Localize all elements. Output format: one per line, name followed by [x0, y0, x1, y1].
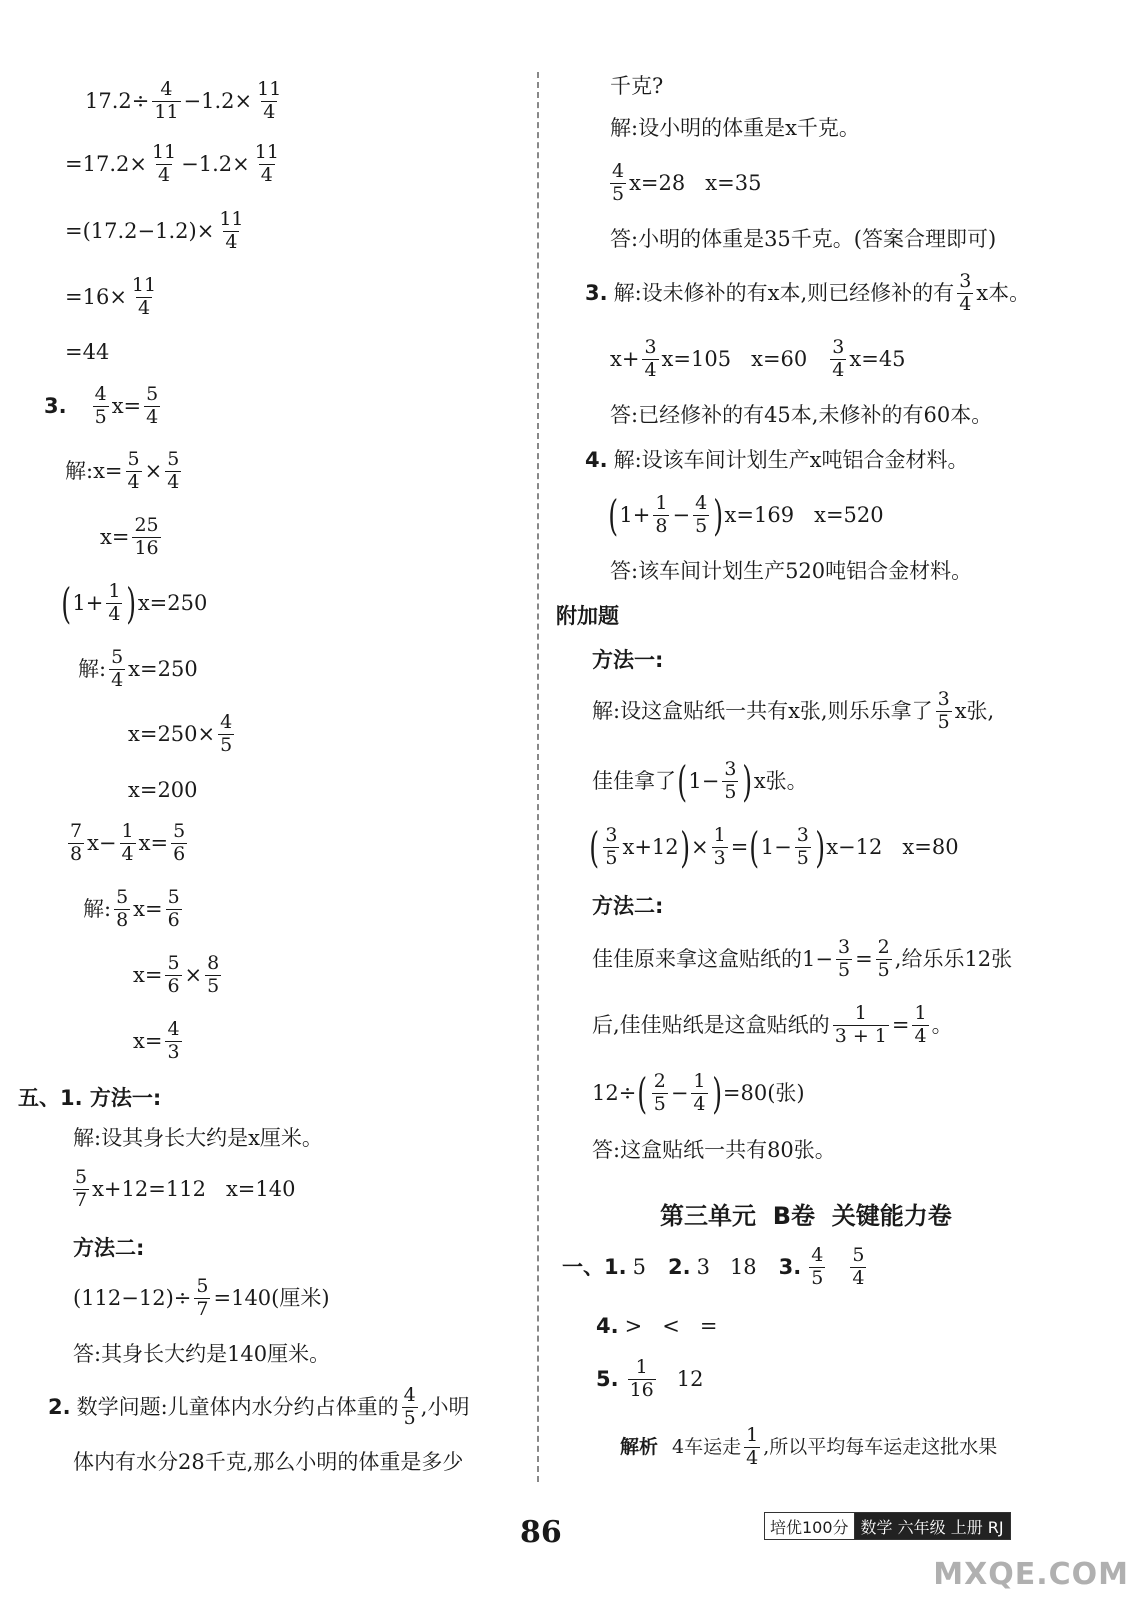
- q3-solve-5: x=200: [128, 778, 198, 802]
- question-3-right: 3. 解:设未修补的有x本,则已经修补的有 $\frac{3}{4}$ x本。: [585, 270, 1031, 315]
- question-3-equation: 3. $\frac{4}{5}$ x= $\frac{5}{4}$: [44, 383, 159, 428]
- column-divider: [537, 72, 539, 1482]
- r-line-9: ( 1+ $\frac{1}{8}$ − $\frac{4}{5}$ ) x=169 x=520: [608, 490, 884, 540]
- r-line-13: 解:设这盒贴纸一共有x张,则乐乐拿了 $\frac{3}{5}$ x张,: [592, 688, 995, 733]
- q3-solve-2: x= $\frac{25}{16}$: [100, 514, 159, 559]
- r-line-1: 千克?: [610, 74, 664, 98]
- r-line-17: 佳佳原来拿这盒贴纸的1− $\frac{3}{5}$ = $\frac{2}{5}$ ,给乐乐12张: [592, 936, 1013, 981]
- question-4-right: 4. 解:设该车间计划生产x吨铝合金材料。: [585, 448, 969, 472]
- q3-equation-2: ( 1+ $\frac{1}{4}$ ) x=250: [61, 578, 208, 628]
- q3-solve-3: 解: $\frac{5}{4}$ x=250: [78, 646, 198, 691]
- r-line-6: x+ $\frac{3}{4}$ x=105 x=60 $\frac{3}{4}$ x=45: [610, 336, 906, 381]
- watermark-logo: MXQE.COM: [933, 1557, 1129, 1592]
- footer-book-info: 数学 六年级 上册 RJ: [855, 1513, 1010, 1539]
- r-line-19: 12÷ ( $\frac{2}{5}$ − $\frac{1}{4}$ ) =80(张): [592, 1068, 805, 1118]
- question-2-line-2: 体内有水分28千克,那么小明的体重是多少: [73, 1450, 464, 1474]
- section-5-heading: 五、1. 方法一:: [18, 1086, 162, 1110]
- bonus-method-1: 方法一:: [592, 648, 664, 672]
- bonus-method-2: 方法二:: [592, 894, 664, 918]
- r-line-18: 后,佳佳贴纸是这盒贴纸的 $\frac{1}{3 + 1}$ = $\frac{1}{4}$ 。: [592, 1002, 953, 1047]
- q3-solve-7: x= $\frac{5}{6}$ × $\frac{8}{5}$: [133, 952, 220, 997]
- bonus-heading: 附加题: [556, 604, 619, 628]
- r-line-15: ( $\frac{3}{5}$ x+12 ) × $\frac{1}{3}$ = ( 1− $\frac{3}{5}$ ) x−12 x=80: [589, 822, 959, 872]
- q3-equation-3: $\frac{7}{8}$ x− $\frac{1}{4}$ x= $\frac{5}{6}$: [70, 820, 186, 865]
- analysis-line: 解析 4车运走 $\frac{1}{4}$ ,所以平均每车运走这批水果: [620, 1424, 998, 1469]
- s5-line-2: $\frac{5}{7}$ x+12=112 x=140: [75, 1166, 296, 1211]
- s5-answer: 答:其身长大约是140厘米。: [73, 1342, 331, 1366]
- r-line-14: 佳佳拿了 ( 1− $\frac{3}{5}$ ) x张。: [592, 756, 808, 806]
- calc-line-5: =44: [65, 340, 110, 364]
- question-2: 2. 数学问题:儿童体内水分约占体重的 $\frac{4}{5}$ ,小明: [48, 1384, 470, 1429]
- calc-line-3: =(17.2−1.2)× $\frac{11}{4}$: [65, 208, 244, 253]
- s5-line-3: (112−12)÷ $\frac{5}{7}$ =140(厘米): [73, 1275, 330, 1320]
- s5-line-1: 解:设其身长大约是x厘米。: [73, 1126, 323, 1150]
- calc-line-4: =16× $\frac{11}{4}$: [65, 274, 157, 319]
- q3-solve-1: 解:x= $\frac{5}{4}$ × $\frac{5}{4}$: [65, 448, 180, 493]
- q3-solve-8: x= $\frac{4}{3}$: [133, 1018, 180, 1063]
- r-line-3: $\frac{4}{5}$ x=28 x=35: [612, 160, 762, 205]
- s5-method-2: 方法二:: [73, 1236, 145, 1260]
- r-line-10: 答:该车间计划生产520吨铝合金材料。: [610, 559, 973, 583]
- footer-brand: 培优100分: [765, 1513, 855, 1539]
- calc-line-1: 17.2÷ $\frac{4}{11}$ −1.2× $\frac{11}{4}$: [85, 78, 282, 123]
- r-line-20: 答:这盒贴纸一共有80张。: [592, 1138, 836, 1162]
- unit-title: 第三单元 B卷 关键能力卷: [660, 1202, 952, 1230]
- q3-solve-6: 解: $\frac{5}{8}$ x= $\frac{5}{6}$: [83, 886, 180, 931]
- answers-line-2: 4. > < =: [596, 1314, 718, 1338]
- r-line-7: 答:已经修补的有45本,未修补的有60本。: [610, 403, 993, 427]
- calc-line-2: =17.2× $\frac{11}{4}$ −1.2× $\frac{11}{4}$: [65, 141, 279, 186]
- r-line-2: 解:设小明的体重是x千克。: [610, 116, 860, 140]
- answers-line-3: 5. $\frac{1}{16}$ 12: [596, 1356, 704, 1401]
- answers-line-1: 一、1. 5 2. 3 18 3. $\frac{4}{5}$ $\frac{5}{4}$: [562, 1244, 865, 1289]
- r-line-4: 答:小明的体重是35千克。(答案合理即可): [610, 227, 997, 251]
- page-number: 86: [520, 1515, 562, 1550]
- q3-solve-4: x=250× $\frac{4}{5}$: [128, 711, 233, 756]
- footer-brand-box: [764, 1512, 1011, 1540]
